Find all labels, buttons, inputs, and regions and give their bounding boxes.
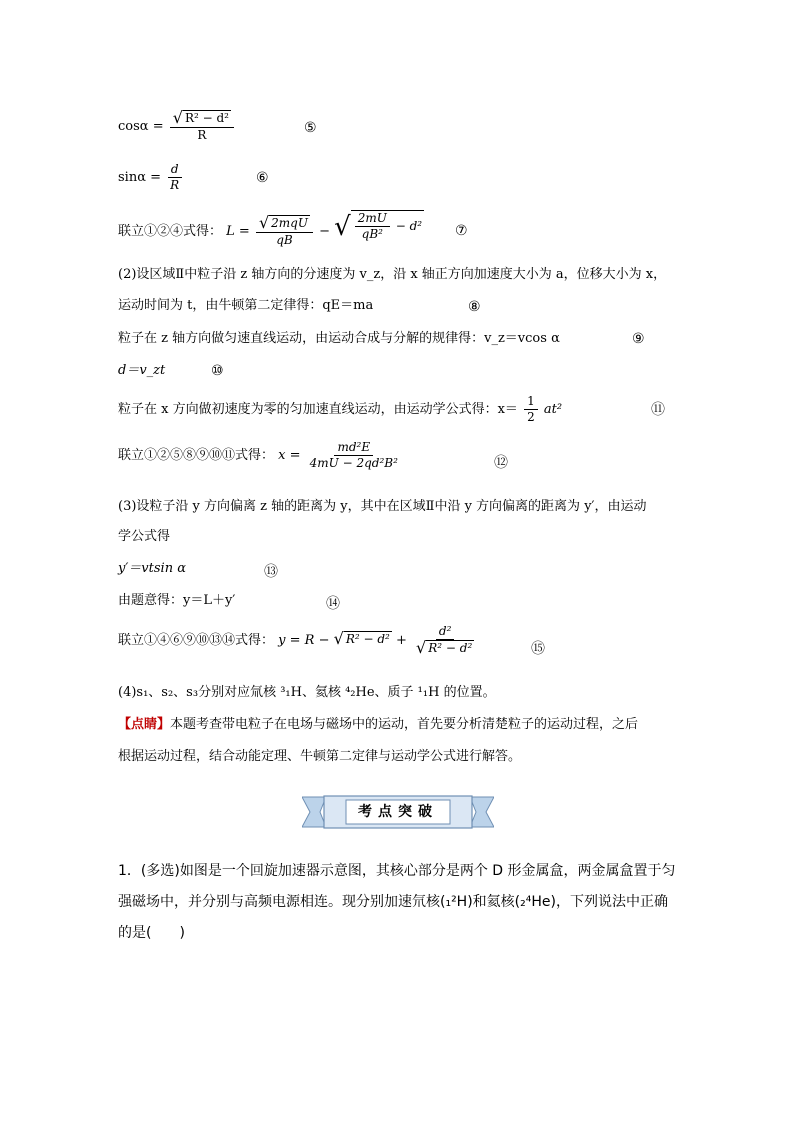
eq15-sqrt: √ R² − d² [333, 629, 390, 648]
p3-line3: y′＝vtsin α [118, 561, 186, 576]
p2-line5 [118, 394, 562, 425]
eq15-numerator: d² [436, 624, 455, 640]
p2-line1: (2)设区域Ⅱ中粒子沿 z 轴方向的分速度为 v_z，沿 x 轴正方向加速度大小为 a，位移大小为 x， [118, 267, 667, 282]
tag-8: ⑧ [468, 299, 481, 315]
p2-line5-post: at² [543, 402, 563, 417]
equation-7 [118, 210, 424, 248]
eq15-denominator: R² − d² [428, 641, 473, 655]
eq15-prefix: 联立①④⑥⑨⑩⑬⑭式得： [118, 633, 275, 648]
eq15-tag: ⑮ [531, 641, 545, 657]
p2-line5-fraction [524, 394, 538, 425]
tag-9: ⑨ [632, 331, 645, 347]
eq7-prefix: 联立①②④式得： [118, 224, 223, 239]
tag-13: ⑬ [264, 564, 278, 580]
comment-line1 [118, 716, 638, 734]
comment-line2: 根据运动过程，结合动能定理、牛顿第二定律与运动学公式进行解答。 [118, 749, 522, 764]
eq6-lhs: sinα = [118, 170, 162, 185]
banner-title: 考点突破 [358, 804, 438, 820]
eq12-numerator: md²E [334, 440, 373, 456]
eq7-minus: − [319, 224, 331, 239]
eq7-lhs: L = [226, 224, 250, 239]
eq15-fraction: d² √ R² − d² [416, 624, 473, 657]
p2-line3: 粒子在 z 轴方向做匀速直线运动，由运动合成与分解的规律得：v_z＝vcos α [118, 331, 560, 346]
eq15-plus: + [396, 633, 407, 648]
question-1: 1．(多选)如图是一个回旋加速器示意图，其核心部分是两个 D 形金属盒，两金属盒置于匀强磁场中，并分别与高频电源相连。现分别加速氘核(₁²H)和氦核(₂⁴He)，下列说法中正确的是( ) [118, 863, 676, 941]
eq6-fraction [167, 162, 182, 193]
section-banner [302, 795, 494, 829]
eq5-tag: ⑤ [304, 120, 317, 136]
p2-line2: 运动时间为 t，由牛顿第二定律得：qE＝ma [118, 298, 374, 313]
eq6-tag: ⑥ [256, 170, 269, 186]
p3-line4: 由题意得：y＝L＋y′ [118, 593, 236, 608]
eq7-inner-tail: − d² [395, 219, 423, 233]
eq12-fraction [307, 440, 401, 471]
p2-line5-pre: 粒子在 x 方向做初速度为零的匀加速直线运动，由运动学公式得：x＝ [118, 402, 518, 417]
eq7-fraction-1: √ 2mqU qB [256, 215, 313, 248]
eq15-lhs: y = R − [278, 633, 330, 648]
eq5-numerator: R² − d² [184, 111, 229, 125]
eq5-lhs: cosα = [118, 119, 164, 134]
p3-line2: 学公式得 [118, 529, 171, 544]
eq5-denominator: R [197, 128, 207, 142]
equation-6 [118, 162, 184, 193]
comment-label: 【点睛】 [118, 717, 171, 732]
eq6-denominator: R [170, 178, 180, 192]
p4-line: (4)s₁、s₂、s₃分别对应氚核 ³₁H、氦核 ⁴₂He、质子 ¹₁H 的位置。 [118, 685, 496, 700]
eq7-tag: ⑦ [455, 223, 468, 239]
eq12-tag: ⑫ [494, 455, 508, 471]
tag-10: ⑩ [211, 363, 224, 379]
p3-line1: (3)设粒子沿 y 方向偏离 z 轴的距离为 y，其中在区域Ⅱ中沿 y 方向偏离的距离为 y′，由运动 [118, 499, 647, 514]
eq7-f1-denominator: qB [276, 233, 293, 247]
eq12-lhs: x = [278, 448, 301, 463]
equation-15 [118, 624, 479, 657]
eq5-fraction: √ R² − d² R [170, 110, 234, 143]
eq7-sqrt: √ $\frac{2mU}{\text{qB²}}$ − d² [334, 211, 423, 242]
p2-line5-frac-num: 1 [524, 394, 538, 410]
p2-line4: d＝v_zt [118, 363, 166, 378]
eq12-prefix: 联立①②⑤⑧⑨⑩⑪式得： [118, 448, 275, 463]
eq15-radicand: R² − d² [345, 632, 390, 646]
eq7-f1-numerator: 2mqU [271, 216, 308, 230]
equation-5 [118, 110, 236, 143]
eq7-inner-denominator: qB² [361, 227, 383, 241]
eq7-inner-numerator: 2mU [355, 211, 390, 227]
tag-11: ⑪ [651, 402, 665, 418]
comment-text1: 本题考查带电粒子在电场与磁场中的运动，首先要分析清楚粒子的运动过程，之后 [170, 717, 639, 732]
equation-12 [118, 440, 403, 471]
tag-14: ⑭ [326, 596, 340, 612]
p2-line5-frac-den: 2 [527, 410, 535, 424]
eq6-numerator: d [168, 162, 182, 178]
eq12-denominator: 4mU − 2qd²B² [309, 456, 398, 470]
